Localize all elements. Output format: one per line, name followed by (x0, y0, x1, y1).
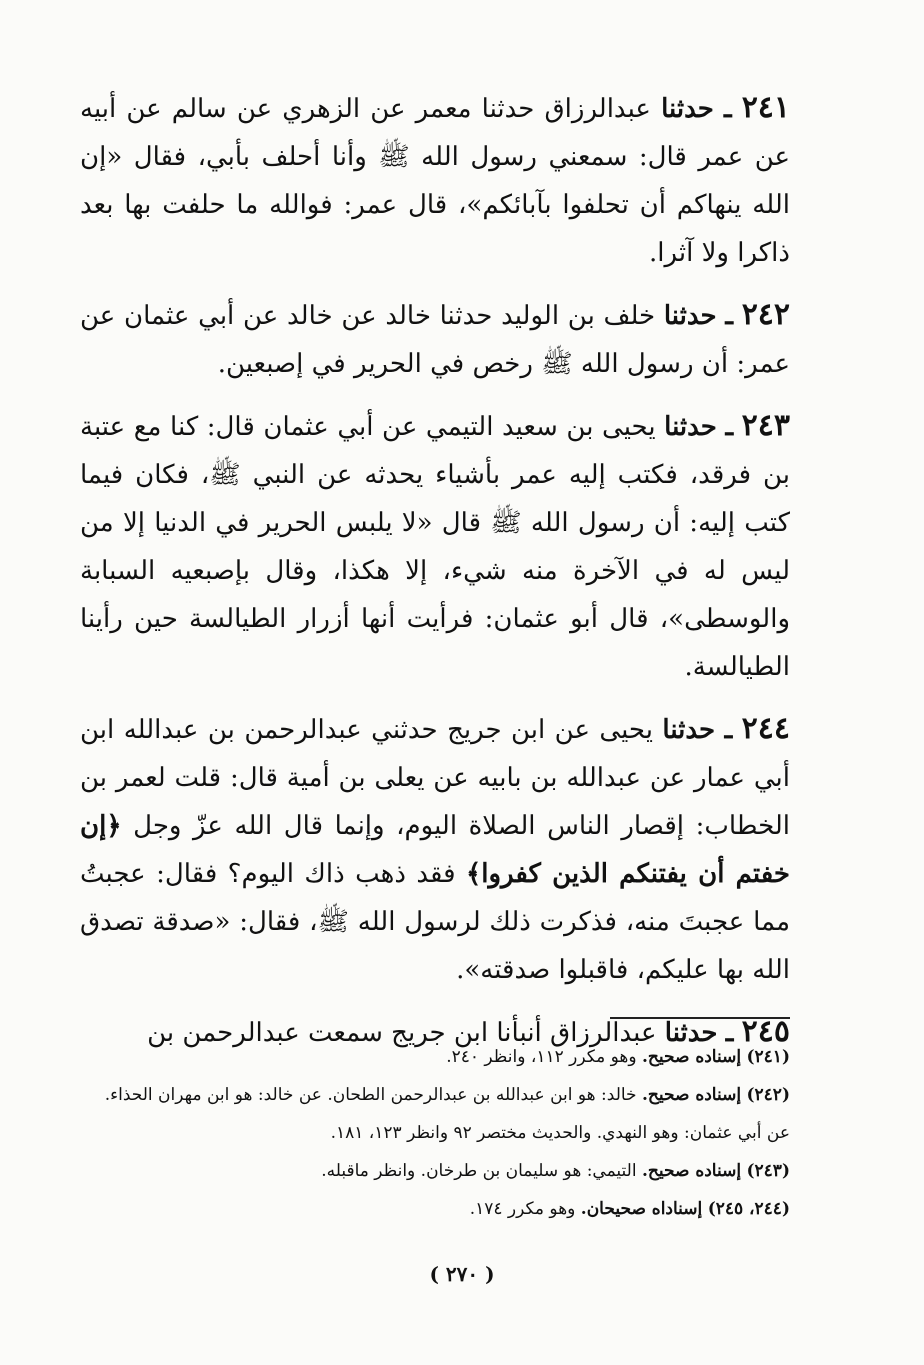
hadith-244: ٢٤٤ ـ حدثنا يحيى عن ابن جريج حدثني عبدالرحمن بن عبدالله ابن أبي عمار عن عبدالله بن بابيه عن يعلى بن أمية قال: قلت لعمر بن الخطاب: إقصار الناس الصلاة اليوم، وإنما قال الله عزّ وجل ﴿إن خفتم أن يفتنكم الذين كفروا﴾ فقد ذهب ذاك اليوم؟ فقال: عجبتُ مما عجبتَ منه، فذكرت ذلك لرسول الله ﷺ، فقال: «صدقة تصدق الله بها عليكم، فاقبلوا صدقته». (80, 711, 791, 985)
footnote-241 (80, 1038, 790, 1076)
hadith-number: ٢٤٥ (741, 1014, 790, 1049)
footnote-grade: إسناده صحيح. (641, 1047, 742, 1067)
hadith-number: ٢٤١ (741, 90, 791, 125)
footnote-ref: (٢٤٤، ٢٤٥) (707, 1199, 790, 1219)
page-number: ( ٢٧٠ ) (429, 1262, 495, 1286)
hadith-text: يحيى عن ابن جريج حدثني عبدالرحمن بن عبدالله ابن أبي عمار عن عبدالله بن بابيه عن يعلى بن أمية قال: قلت لعمر بن الخطاب: إقصار الناس الصلاة اليوم، وإنما قال الله عزّ وجل (80, 715, 790, 841)
hadith-number: ٢٤٢ (741, 297, 791, 332)
footnote-ref: (٢٤٣) (746, 1161, 790, 1181)
hadith-text: يحيى بن سعيد التيمي عن أبي عثمان قال: كنا مع عتبة بن فرقد، فكتب إليه عمر بأشياء يحدثه عن النبي ﷺ، فكان فيما كتب إليه: أن رسول الله ﷺ قال «لا يلبس الحرير في الدنيا إلا من ليس له في الآخرة منه شيء، إلا هكذا، وقال بإصبعيه السبابة والوسطى»، قال أبو عثمان: فرأيت أنها أزرار الطيالسة حين رأينا الطيالسة. (80, 412, 790, 682)
hadith-text: خلف بن الوليد حدثنا خالد عن خالد عن أبي عثمان عن عمر: أن رسول الله ﷺ رخص في الحرير في إصبعين. (80, 301, 790, 379)
footnote-text: وهو مكرر ١٧٤. (469, 1199, 576, 1219)
footnote-grade: إسناده صحيح. (641, 1085, 742, 1105)
hadith-keyword: حدثنا (663, 301, 717, 331)
footnotes (80, 1038, 790, 1228)
hadith-keyword: حدثنا (662, 715, 716, 745)
footnote-text: وهو مكرر ١١٢، وانظر ٢٤٠. (446, 1047, 637, 1067)
hadith-243: ٢٤٣ ـ حدثنا يحيى بن سعيد التيمي عن أبي عثمان قال: كنا مع عتبة بن فرقد، فكتب إليه عمر بأشياء يحدثه عن النبي ﷺ، فكان فيما كتب إليه: أن رسول الله ﷺ قال «لا يلبس الحرير في الدنيا إلا من ليس له في الآخرة منه شيء، إلا هكذا، وقال بإصبعيه السبابة والوسطى»، قال أبو عثمان: فرأيت أنها أزرار الطيالسة حين رأينا الطيالسة. (80, 408, 790, 682)
footnote-grade: إسناداه صحيحان. (580, 1199, 703, 1219)
hadith-text-after: فقد ذهب ذاك اليوم؟ فقال: عجبتُ مما عجبتَ منه، فذكرت ذلك لرسول الله ﷺ، فقال: «صدقة تصدق الله بها عليكم، فاقبلوا صدقته». (80, 859, 790, 985)
footnote-244-245 (80, 1190, 790, 1228)
footnote-ref: (٢٤١) (746, 1047, 790, 1067)
hadith-keyword: حدثنا (661, 94, 714, 124)
footnote-divider (610, 1017, 790, 1019)
footnote-ref: (٢٤٢) (746, 1085, 790, 1105)
hadith-241: ٢٤١ ـ حدثنا عبدالرزاق حدثنا معمر عن الزهري عن سالم عن أبيه عن عمر قال: سمعني رسول الله ﷺ وأنا أحلف بأبي، فقال «إن الله ينهاكم أن تحلفوا بآبائكم»، قال عمر: فوالله ما حلفت بها بعد ذاكرا ولا آثرا. (80, 90, 791, 268)
footnote-242 (80, 1076, 790, 1152)
footnote-243 (80, 1152, 790, 1190)
footnote-text: خالد: هو ابن عبدالله بن عبدالرحمن الطحان. عن خالد: هو ابن مهران الحذاء. عن أبي عثمان: وهو النهدي. والحديث مختصر ٩٢ وانظر ١٢٣، ١٨١. (104, 1085, 790, 1143)
hadith-242: ٢٤٢ ـ حدثنا خلف بن الوليد حدثنا خالد عن خالد عن أبي عثمان عن عمر: أن رسول الله ﷺ رخص في الحرير في إصبعين. (80, 297, 791, 379)
hadith-number: ٢٤٣ (741, 408, 790, 443)
footnote-grade: إسناده صحيح. (641, 1161, 742, 1181)
hadith-text: عبدالرزاق أنبأنا ابن جريج سمعت عبدالرحمن بن (147, 1018, 657, 1048)
hadith-text: عبدالرزاق حدثنا معمر عن الزهري عن سالم عن أبيه عن عمر قال: سمعني رسول الله ﷺ وأنا أحلف بأبي، فقال «إن الله ينهاكم أن تحلفوا بآبائكم»، قال عمر: فوالله ما حلفت بها بعد ذاكرا ولا آثرا. (80, 94, 790, 268)
hadith-245: ٢٤٥ ـ حدثنا عبدالرزاق أنبأنا ابن جريج سمعت عبدالرحمن بن (147, 1014, 790, 1049)
hadith-keyword: حدثنا (664, 412, 717, 442)
quran-quote: ﴿إن خفتم أن يفتنكم الذين كفروا﴾ (80, 811, 791, 889)
footnote-text: التيمي: هو سليمان بن طرخان. وانظر ماقبله. (321, 1161, 637, 1181)
main-text (80, 84, 790, 1071)
hadith-number: ٢٤٤ (741, 711, 791, 746)
hadith-keyword: حدثنا (664, 1018, 718, 1048)
